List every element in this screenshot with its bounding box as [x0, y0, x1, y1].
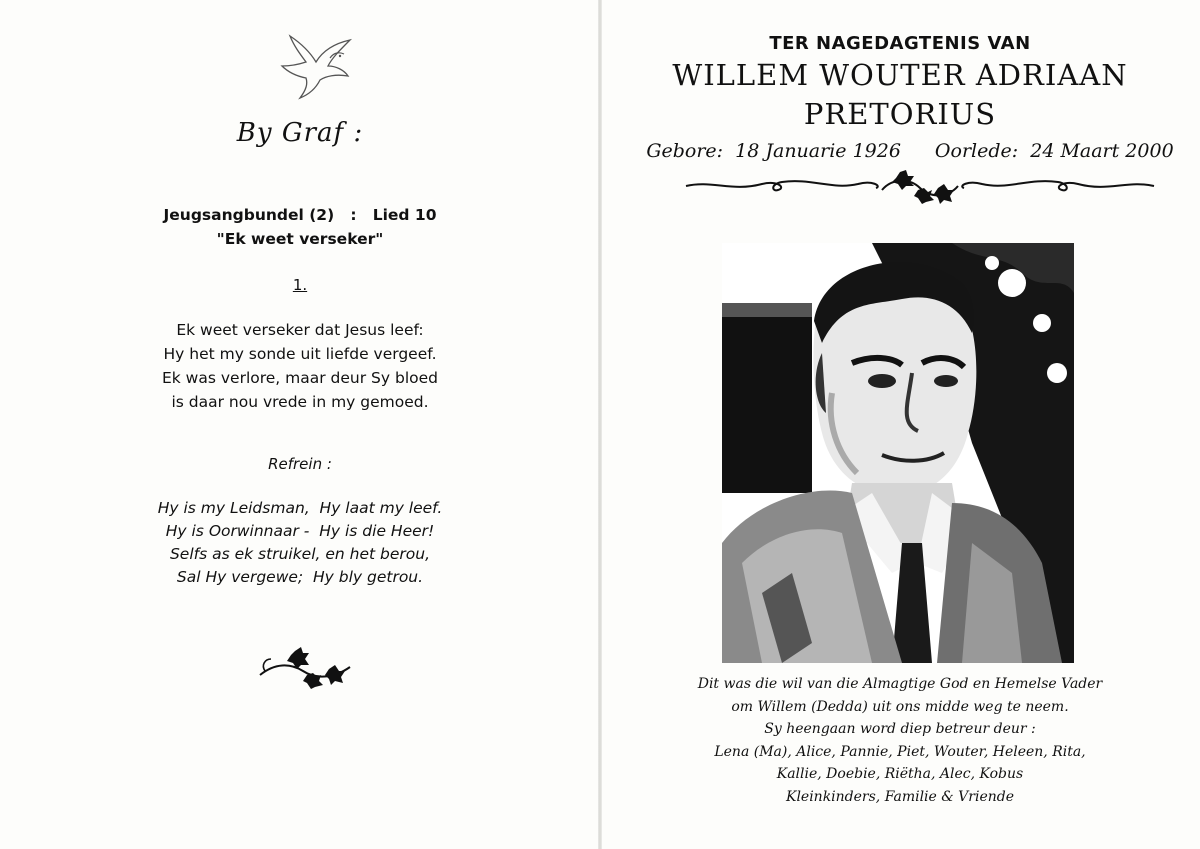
right-page [600, 0, 1200, 849]
verse-line: Ek was verlore, maar deur Sy bloed [161, 369, 438, 387]
life-dates [630, 140, 1190, 162]
tribute-line: Kleinkinders, Familie & Vriende [785, 788, 1014, 805]
death-date: Oorlede: 24 Maart 2000 [934, 140, 1174, 162]
hymn-book-reference: Jeugsangbundel (2) : Lied 10 [163, 206, 437, 224]
tribute-line: om Willem (Dedda) uit ons midde weg te neem. [731, 698, 1069, 715]
birth-date: Gebore: 18 Januarie 1926 [646, 140, 901, 162]
verse-number: 1. [292, 276, 308, 294]
portrait-photo [722, 243, 1074, 663]
deceased-name-line-1: WILLEM WOUTER ADRIAAN [672, 58, 1128, 92]
verse-line: Ek weet verseker dat Jesus leef: [176, 321, 424, 339]
refrain-text [80, 497, 520, 589]
refrain-line: Sal Hy vergewe; Hy bly getrou. [176, 568, 424, 586]
deceased-name-line-2: PRETORIUS [803, 97, 997, 131]
memorial-heading: TER NAGEDAGTENIS VAN [769, 33, 1031, 54]
hymn-title: "Ek weet verseker" [216, 230, 384, 248]
refrain-line: Selfs as ek struikel, en het berou, [169, 545, 431, 563]
tribute-line: Lena (Ma), Alice, Pannie, Piet, Wouter, Heleen, Rita, [714, 743, 1086, 760]
tribute-text [630, 673, 1170, 808]
tribute-line: Dit was die wil van die Almagtige God en Hemelse Vader [697, 676, 1103, 692]
refrain-label: Refrein : [268, 455, 332, 473]
dove-icon [270, 22, 360, 102]
tribute-line: Sy heengaan word diep betreur deur : [764, 721, 1036, 737]
refrain-line: Hy is Oorwinnaar - Hy is die Heer! [165, 522, 435, 540]
verse-line: Hy het my sonde uit liefde vergeef. [163, 345, 437, 363]
tribute-line: Kallie, Doebie, Riëtha, Alec, Kobus [776, 766, 1024, 782]
verse-line: is daar nou vrede in my gemoed. [171, 393, 429, 411]
refrain-line: Hy is my Leidsman, Hy laat my leef. [157, 499, 443, 517]
vine-leaf-ornament-icon [255, 645, 355, 690]
scroll-divider-icon [682, 170, 1158, 206]
grave-heading: By Graf : [236, 118, 364, 148]
verse-text [80, 318, 520, 414]
